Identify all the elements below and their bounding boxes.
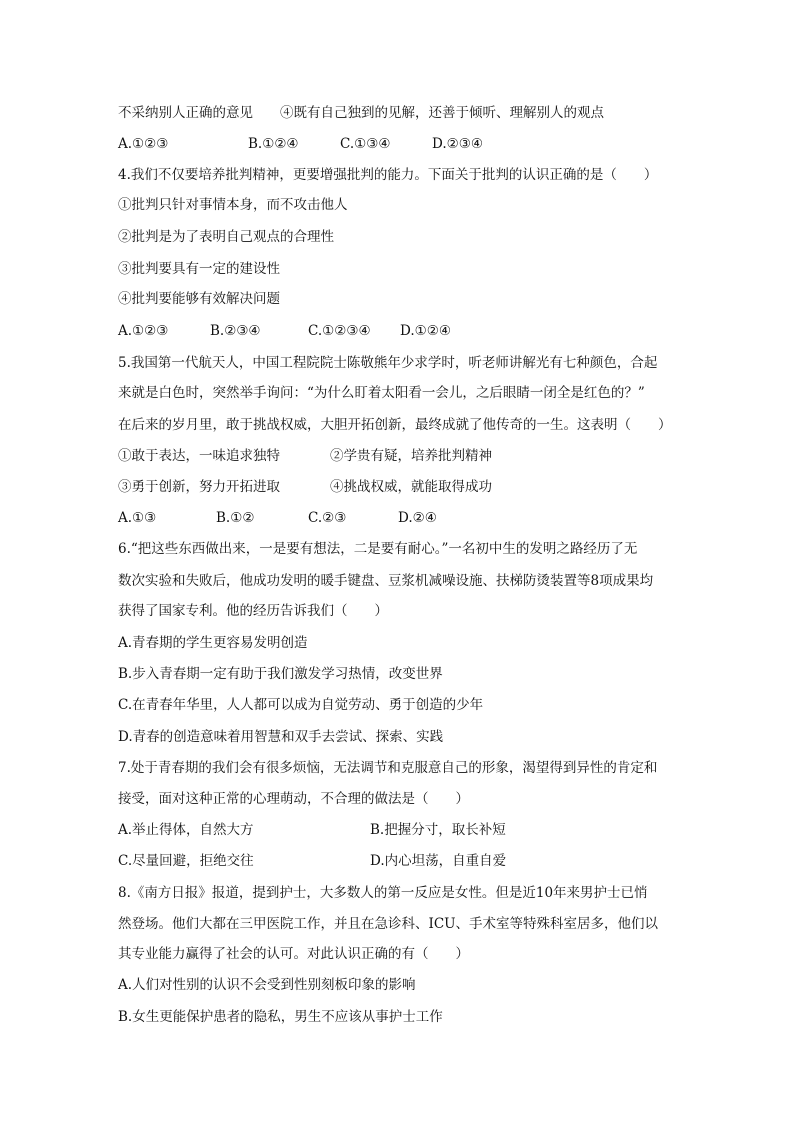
answer-option: D.①②④ [400, 323, 451, 339]
text-line: ③批判要具有一定的建设性 [118, 261, 280, 277]
text-line: 8.《南方日报》报道，提到护士，大多数人的第一反应是女性。但是近10年来男护士已悄 [118, 885, 648, 901]
answer-option: B.①②④ [248, 136, 299, 152]
statement: ②学贵有疑，培养批判精神 [330, 448, 492, 464]
answer-option: D.②③④ [432, 136, 483, 152]
text-line: ①批判只针对事情本身，而不攻击他人 [118, 197, 348, 213]
text-line: A.人们对性别的认识不会受到性别刻板印象的影响 [118, 977, 416, 993]
text-line: B.步入青春期一定有助于我们激发学习热情，改变世界 [118, 666, 443, 682]
statement: C.尽量回避，拒绝交往 [118, 853, 254, 869]
text-line: 7.处于青春期的我们会有很多烦恼，无法调节和克服意自己的形象，渴望得到异性的肯定和 [118, 760, 658, 776]
text-line: 在后来的岁月里，敢于挑战权威，大胆开拓创新，最终成就了他传奇的一生。这表明（ ） [118, 417, 672, 433]
text-line: 接受，面对这种正常的心理萌动，不合理的做法是（ ） [118, 791, 469, 807]
text-line: 5.我国第一代航天人，中国工程院院士陈敬熊年少求学时，听老师讲解光有七种颜色，合起 [118, 355, 658, 371]
text-line: 数次实验和失败后，他成功发明的暖手键盘、豆浆机减噪设施、扶梯防烫装置等8项成果均 [118, 573, 654, 589]
text-line: D.青春的创造意味着用智慧和双手去尝试、探索、实践 [118, 729, 444, 745]
statement: ④挑战权威，就能取得成功 [330, 479, 492, 495]
answer-option: C.①②③④ [308, 323, 371, 339]
answer-option: C.②③ [308, 510, 347, 526]
answer-option: B.②③④ [210, 323, 261, 339]
text-line: 其专业能力赢得了社会的认可。对此认识正确的有（ ） [118, 946, 469, 962]
text-line: ②批判是为了表明自己观点的合理性 [118, 229, 334, 245]
text-line: 来就是白色时，突然举手询问：“为什么盯着太阳看一会儿，之后眼睛一闭全是红色的？” [118, 385, 645, 401]
text-line: 获得了国家专利。他的经历告诉我们（ ） [118, 603, 388, 619]
answer-option: D.②④ [398, 510, 437, 526]
answer-option: C.①③④ [340, 136, 391, 152]
text-line: 不采纳别人正确的意见 ④既有自己独到的见解，还善于倾听、理解别人的观点 [118, 105, 604, 121]
text-line: C.在青春年华里，人人都可以成为自觉劳动、勇于创造的少年 [118, 697, 484, 713]
text-line: 然登场。他们大都在三甲医院工作，并且在急诊科、ICU、手术室等特殊科室居多，他们以 [118, 916, 659, 932]
text-line: B.女生更能保护患者的隐私，男生不应该从事护士工作 [118, 1009, 443, 1025]
text-line: ④批判要能够有效解决问题 [118, 291, 280, 307]
answer-option: A.①③ [118, 510, 157, 526]
statement: B.把握分寸，取长补短 [370, 822, 506, 838]
text-line: 6.“把这些东西做出来，一是要有想法，二是要有耐心。”一名初中生的发明之路经历了无 [118, 541, 638, 557]
statement: ①敢于表达，一味追求独特 [118, 448, 280, 464]
text-line: A.青春期的学生更容易发明创造 [118, 635, 308, 651]
statement: ③勇于创新，努力开拓进取 [118, 479, 280, 495]
statement: D.内心坦荡，自重自爱 [370, 853, 507, 869]
answer-option: B.①② [216, 510, 255, 526]
answer-option: A.①②③ [118, 323, 169, 339]
statement: A.举止得体，自然大方 [118, 822, 254, 838]
text-line: 4.我们不仅要培养批判精神，更要增强批判的能力。下面关于批判的认识正确的是（ ） [118, 167, 658, 183]
answer-option: A.①②③ [118, 136, 169, 152]
